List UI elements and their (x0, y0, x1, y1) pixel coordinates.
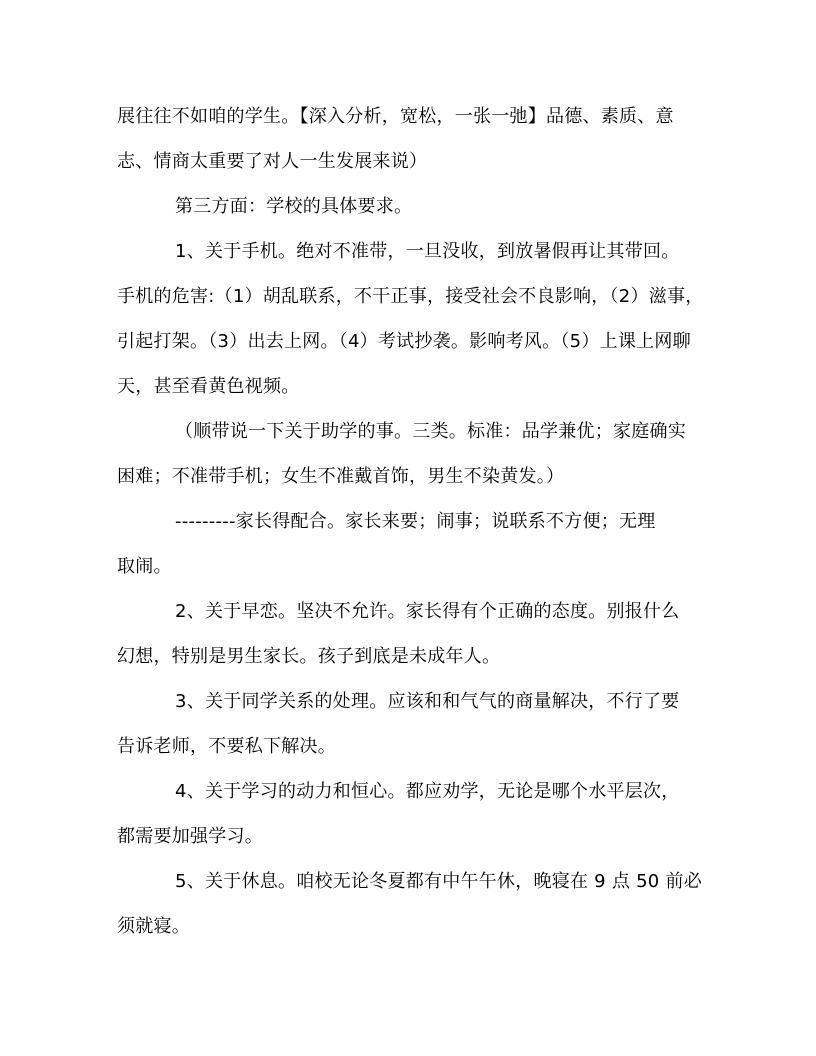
paragraph-phones (117, 229, 704, 409)
text-line: 志、情商太重要了对人一生发展来说） (117, 151, 428, 172)
paragraph-aid-note (117, 409, 699, 499)
text-line: 1、关于手机。绝对不准带，一旦没收，到放暑假再让其带回。 (175, 241, 680, 262)
paragraph-parent-cooperation (117, 499, 699, 589)
paragraph-classmates (117, 679, 699, 769)
text-line: ---------家长得配合。家长来要；闹事；说联系不方便；无理 (175, 511, 656, 532)
text-line: 须就寝。 (117, 916, 190, 937)
text-line: 天，甚至看黄色视频。 (117, 376, 300, 397)
text-line: 第三方面：学校的具体要求。 (175, 196, 413, 217)
text-line: 展往往不如咱的学生。【深入分析，宽松，一张一弛】品德、素质、意 (117, 106, 674, 127)
paragraph-early-love (117, 589, 699, 679)
text-line: 都需要加强学习。 (117, 826, 263, 847)
text-line: （顺带说一下关于助学的事。三类。标准：品学兼优；家庭确实 (175, 421, 686, 442)
text-line: 2、关于早恋。坚决不允许。家长得有个正确的态度。别报什么 (175, 601, 680, 622)
text-line: 引起打架。（3）出去上网。（4）考试抄袭。影响考风。（5）上课上网聊 (117, 331, 691, 352)
section-heading (117, 184, 699, 229)
text-line: 3、关于同学关系的处理。应该和和气气的商量解决，不行了要 (175, 691, 680, 712)
text-line: 手机的危害:（1）胡乱联系，不干正事，接受社会不良影响，（2）滋事， (117, 286, 704, 307)
document-body (117, 94, 704, 949)
text-line: 取闹。 (117, 556, 172, 577)
text-line: 困难；不准带手机；女生不准戴首饰，男生不染黄发。） (117, 466, 565, 487)
text-line: 告诉老师，不要私下解决。 (117, 736, 336, 757)
text-line: 4、关于学习的动力和恒心。都应劝学，无论是哪个水平层次， (175, 781, 680, 802)
paragraph-study-motivation (117, 769, 699, 859)
paragraph-rest (117, 859, 702, 949)
text-line: 幻想，特别是男生家长。孩子到底是未成年人。 (117, 646, 501, 667)
text-line: 5、关于休息。咱校无论冬夏都有中午午休，晚寝在 9 点 50 前必 (175, 871, 702, 892)
paragraph-continuation (117, 94, 699, 184)
